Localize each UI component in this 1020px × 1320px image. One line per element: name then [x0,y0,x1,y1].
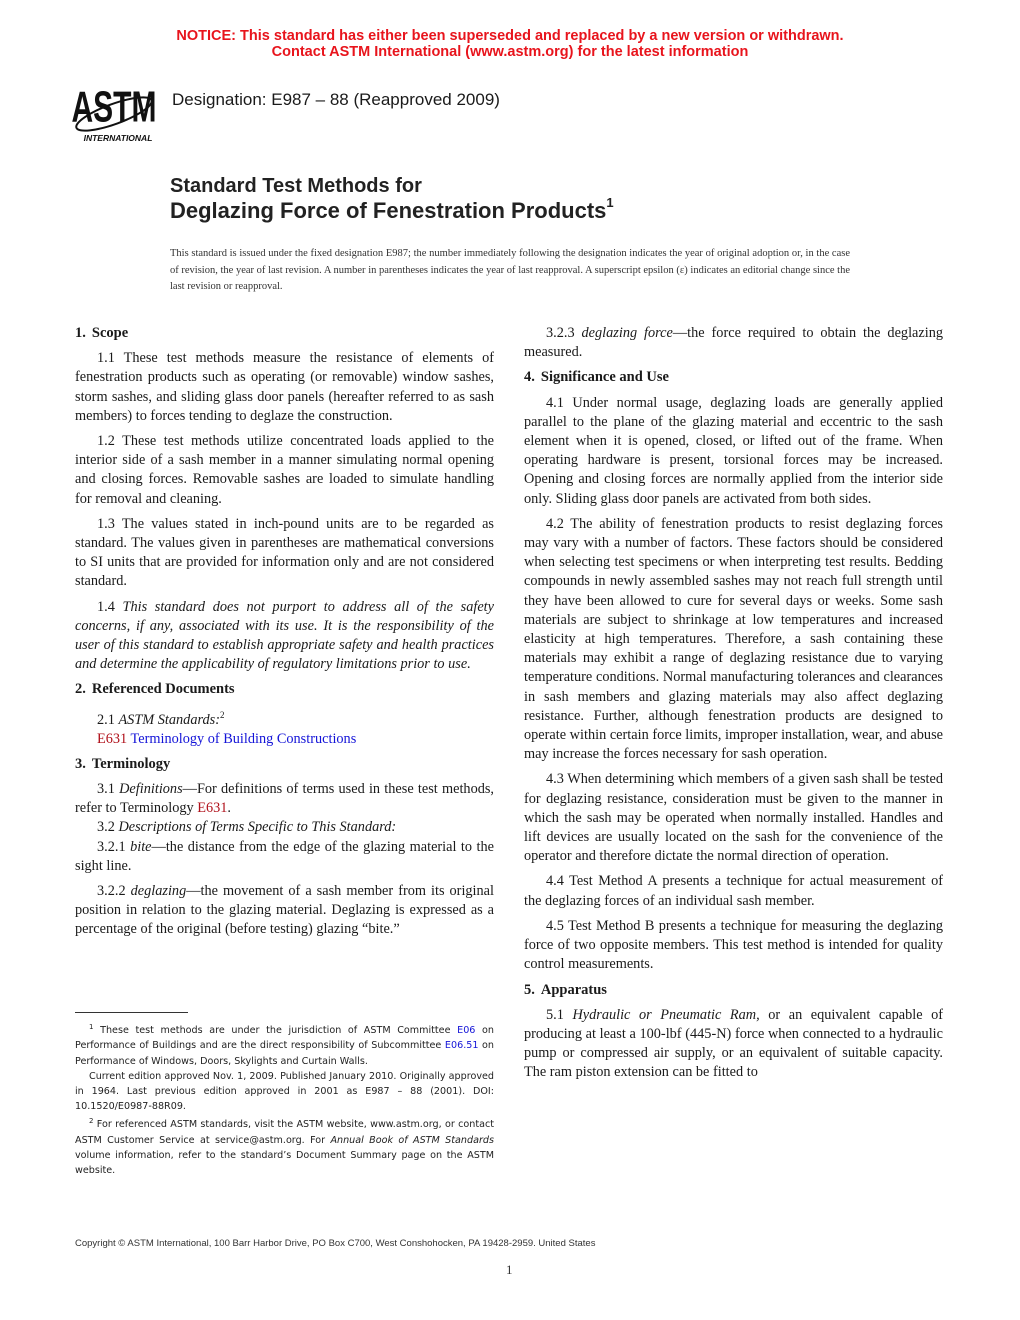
section-heading-apparatus: 5. Apparatus [524,981,607,998]
title-line-2 [170,195,614,224]
paragraph-3-2-2: 3.2.2 deglazing—the movement of a sash member from its original position in relation to the glazing material. Deglazing is expressed as a percentage of the original (before testing) glazing “bite.” [75,883,494,938]
footnote-1: $^1$ These test methods are under the jurisdiction of ASTM Committee E06 on Performance of Buildings and are the direct responsibility of Subcommittee E06.51 on Performance of Windows, Doors, Skylights and Curtain Walls. [75,1023,495,1067]
paragraph-4-1: 4.1 Under normal usage, deglazing loads are generally applied parallel to the plane of the glazing material and eccentric to the sash element when it is opened, closed, or lifted out of the frame. When operating hardware is present, torsional forces may be increased. Opening and closing forces are normally applied from the interior side only. Sliding glass door panels are activated from both sides. [524,394,943,507]
committee-e06-link[interactable]: E06 [457,1025,476,1037]
withdrawn-notice-line-2: Contact ASTM International (www.astm.org) for the latest information [271,44,749,60]
title-footnote-mark[interactable]: 1 [606,195,614,210]
section-heading-scope: 1. Scope [75,325,129,341]
paragraph-4-5: 4.5 Test Method B presents a technique for measuring the deglazing force of two opposite members. This test method is intended for quality control measurements. [524,917,943,973]
section-heading-significance: 4. Significance and Use [524,369,669,386]
paragraph-1-2: 1.2 These test methods utilize concentrated loads applied to the interior side of a sash member in a manner simulating normal opening and closing forces. Removable sashes are loaded to simulate handling for removal and cleaning. [75,433,494,507]
page-number: 1 [506,1262,513,1277]
astm-logo-icon [72,78,164,144]
withdrawn-notice-line-1: NOTICE: This standard has either been superseded and replaced by a new version or withdrawn. [176,28,844,44]
astm-logo [72,78,164,144]
section-heading-terminology: 3. Terminology [75,755,171,772]
footnote-1-edition: Current edition approved Nov. 1, 2009. Published January 2010. Originally approved in 1964. Last previous edition approved in 2001 as E987 – 88 (2001). DOI: 10.1520/E0987-88R09. [75,1070,494,1113]
paragraph-1-3: 1.3 The values stated in inch-pound units are to be regarded as standard. The values given in parentheses are mathematical conversions to SI units that are provided for information only and are not considered standard. [75,515,494,590]
preamble: This standard is issued under the fixed designation E987; the number immediately following the designation indicates the year of original adoption or, in the case of revision, the year of last revision. A number in parentheses indicates the year of last reapproval. A superscript epsilon (ε) indicates an editorial change since the last revision or reapproval. [170,248,850,292]
section-heading-referenced-documents: 2. Referenced Documents [75,681,235,698]
footnote-divider [75,1012,188,1013]
paragraph-1-1: 1.1 These test methods measure the resistance of elements of fenestration products such as operating (or removable) window sashes, storm sashes, and sliding glass door panels (hereafter referred to as sash members) to forces tending to deglaze the construction. [75,350,494,424]
designation: Designation: E987 – 88 (Reapproved 2009) [172,90,500,109]
reference-e631[interactable] [75,730,494,749]
paragraph-4-4: 4.4 Test Method A presents a technique for actual measurement of the deglazing forces of an individual sash member. [524,873,943,909]
footnote-2: $^2$ For referenced ASTM standards, visit the ASTM website, www.astm.org, or contact ASTM Customer Service at service@astm.org. For Annual Book of ASTM Standards volume information, refer to the standard’s Document Summary page on the ASTM website. [75,1117,494,1177]
logo-letters: ASTM [72,81,157,131]
left-column [75,324,494,946]
paragraph-1-4: 1.4 This standard does not purport to address all of the safety concerns, if any, associated with its use. It is the responsibility of the user of this standard to establish appropriate safety and health practices and determine the applicability of regulatory limitations prior to use. [75,598,494,673]
paragraph-3-2: 3.2 Descriptions of Terms Specific to This Standard: [97,819,397,836]
title-text: Deglazing Force of Fenestration Products [170,198,607,223]
paragraph-2-1: 2.1 ASTM Standards:$^2$ [97,709,225,728]
logo-subtext: INTERNATIONAL [83,133,153,143]
paragraph-3-2-1: 3.2.1 bite—the distance from the edge of the glazing material to the sight line. [75,838,494,874]
footnotes [75,1020,494,1178]
paragraph-4-3: 4.3 When determining which members of a given sash shall be tested for deglazing resistance, consideration must be given to the manner in which the sash may be operated when normally installed. Handles and lift devices are usually located on the sash for the convenience of the operator and therefore dictate the normal direction of operation. [524,771,943,865]
right-column [524,324,943,1089]
paragraph-3-2-3: 3.2.3 deglazing force—the force required to obtain the deglazing measured. [524,325,944,361]
title-line-1: Standard Test Methods for [170,175,422,197]
paragraph-4-2: 4.2 The ability of fenestration products to resist deglazing forces may vary with a number of factors. These factors should be considered when selecting test specimens or when interpreting test results. Bedding compounds in newly assembled sashes may not reach full strength until they have been allowed to cure for several days or weeks. Some sash materials are subject to shrinkage at low temperatures and increased elasticity at high temperatures. Therefore, a sash containing these materials may exhibit a range of deglazing resistance due to varying temperature conditions. Normal manufacturing tolerances and clearances in sash members and glazing materials may also affect deglazing resistance. Further, although fenestration products are designed to operate within certain force limits, improper installation, wear, and abuse may increase the forces necessary for sash operation. [524,515,943,763]
reference-title-link[interactable]: Terminology of Building Constructions [130,730,357,747]
terminology-e631-link[interactable]: E631 [197,800,228,817]
reference-code-link[interactable]: E631 [97,730,128,747]
copyright-line: Copyright © ASTM International, 100 Barr Harbor Drive, PO Box C700, West Conshohocken, PA 19428-2959. United States [75,1238,596,1249]
paragraph-5-1: 5.1 Hydraulic or Pneumatic Ram, or an equivalent capable of producing at least a 100-lbf (445-N) force when connected to a hydraulic pump or compressed air supply, or an equivalent of suitable capacity. The ram piston extension can be fitted to [524,1006,944,1081]
paragraph-3-1: 3.1 Definitions—For definitions of terms used in these test methods, refer to Terminology E631. [75,781,495,817]
subcommittee-e06-51-link[interactable]: E06.51 [444,1040,479,1052]
